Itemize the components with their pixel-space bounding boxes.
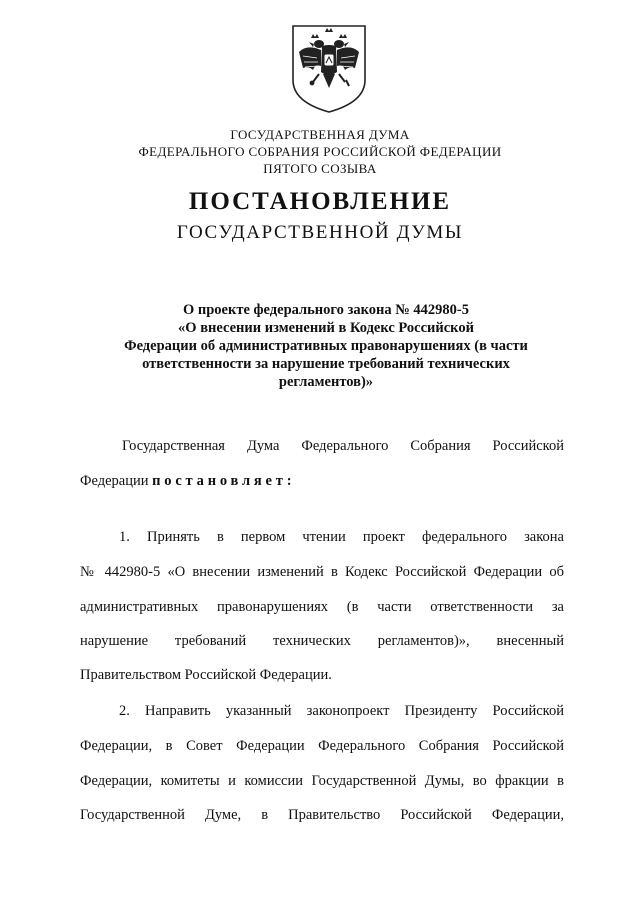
paragraph-1-line: № 442980-5 «О внесении изменений в Кодекс Российской Федерации об xyxy=(80,564,564,580)
paragraph-2-line: Федерации, комитеты и комиссии Государственной Думы, во фракции в xyxy=(80,773,564,789)
paragraph-1-line: административных правонарушениях (в части ответственности за xyxy=(80,599,564,615)
paragraph-2-line: Государственной Думе, в Правительство Российской Федерации, xyxy=(80,807,564,823)
subject-line: «О внесении изменений в Кодекс Российской xyxy=(178,320,474,336)
subject-line: ответственности за нарушение требований технических xyxy=(142,356,510,372)
document-subtitle: ГОСУДАРСТВЕННОЙ ДУМЫ xyxy=(176,222,464,243)
decree-verb: постановляет: xyxy=(152,473,296,489)
coat-of-arms-icon xyxy=(289,22,369,114)
preamble-line: Государственная Дума Федерального Собрания Российской xyxy=(122,438,564,454)
preamble-line-2 xyxy=(80,472,564,490)
document-title: ПОСТАНОВЛЕНИЕ xyxy=(188,188,452,215)
paragraph-2-line: 2. Направить указанный законопроект Президенту Российской xyxy=(119,703,564,719)
org-name-line2: ФЕДЕРАЛЬНОГО СОБРАНИЯ РОССИЙСКОЙ ФЕДЕРАЦИИ xyxy=(138,144,502,159)
subject-line: О проекте федерального закона № 442980-5 xyxy=(182,302,470,318)
paragraph-1-line: нарушение требований технических регламентов)», внесенный xyxy=(80,633,564,649)
paragraph-2-line: Федерации, в Совет Федерации Федерального Собрания Российской xyxy=(80,738,564,754)
convocation-line: ПЯТОГО СОЗЫВА xyxy=(263,161,377,176)
org-name-line1: ГОСУДАРСТВЕННАЯ ДУМА xyxy=(230,127,410,142)
subject-line: регламентов)» xyxy=(278,374,374,390)
subject-line: Федерации об административных правонарушениях (в части xyxy=(124,338,528,354)
paragraph-1-line: Правительством Российской Федерации. xyxy=(80,667,332,683)
preamble-text: Федерации xyxy=(80,473,153,489)
paragraph-1-line: 1. Принять в первом чтении проект федерального закона xyxy=(119,529,564,545)
